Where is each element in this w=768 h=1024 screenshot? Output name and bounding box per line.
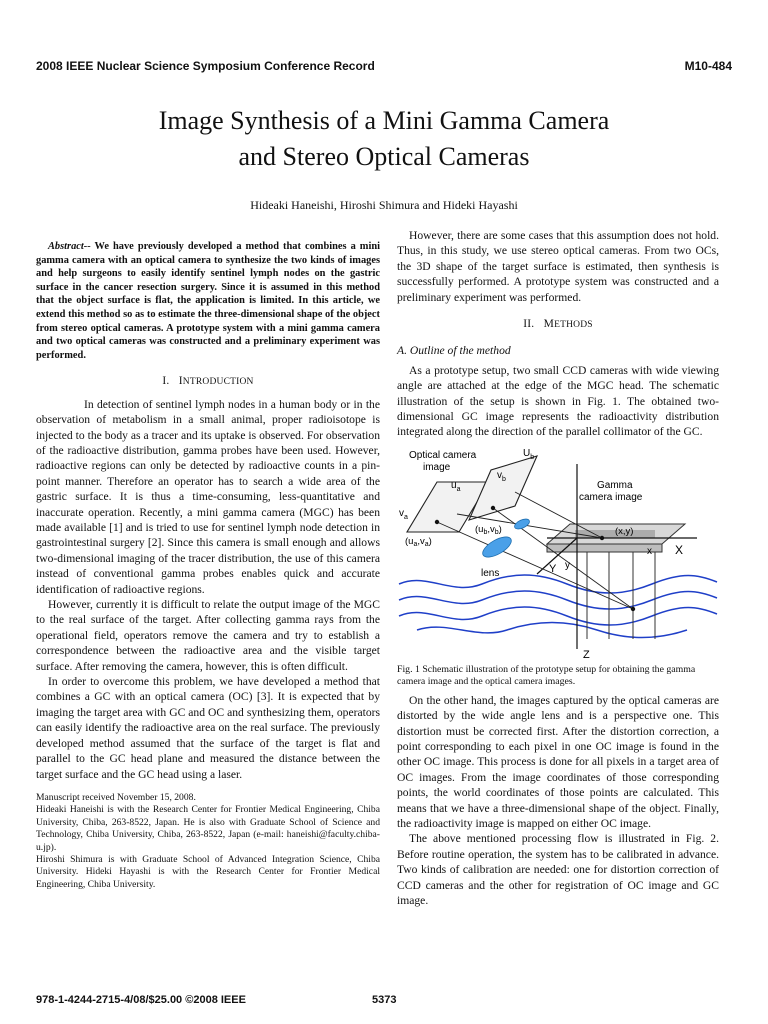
label-lens: lens <box>481 567 500 579</box>
intro-first: I <box>178 375 183 388</box>
methods-paragraph-3: The above mentioned processing flow is illustrated in Fig. 2. Before routine operation, the system has to be calibrated in advance. Two kinds of calibration are needed: one for distortion correction of CCD cameras and the other for registration of OC image and GC image. <box>397 832 719 907</box>
intro-heading <box>36 374 380 390</box>
label-gamma-2: camera image <box>579 491 643 503</box>
left-column <box>36 240 380 891</box>
label-ua: $u_a$ <box>451 479 461 493</box>
title-line-1: Image Synthesis of a Mini Gamma Camera <box>158 106 610 135</box>
label-optical-2: image <box>423 461 451 473</box>
footnote-haneishi: Hideaki Haneishi is with the Research Center for Frontier Medical Engineering, Chiba University, Chiba, 263-8522, Japan. He is also with Graduate School of Science and Technology, Chiba University, Chiba, 263-8522, Japan (e-mail: haneishi@faculty.chiba-u.jp). <box>36 804 380 853</box>
label-y-big: Y <box>549 562 557 575</box>
point-ua-va <box>435 520 439 524</box>
right-column <box>397 228 719 908</box>
label-ua-va: $(u_a,v_a)$ <box>405 535 432 548</box>
point-surface <box>631 607 635 611</box>
label-xy: (x,y) <box>615 525 634 537</box>
label-gamma-1: Gamma <box>597 479 633 491</box>
label-x-big: X <box>675 542 684 557</box>
intro-rest: NTRODUCTION <box>182 377 254 388</box>
conference-header: 2008 IEEE Nuclear Science Symposium Conference Record <box>36 59 375 73</box>
intro-num: I. <box>162 375 170 388</box>
intro-paragraph-2: However, currently it is difficult to relate the output image of the MGC to the real surface of the target. After collecting gamma rays from the operational field, operators remove the camera and try to establish a correspondence between the radioactive area and the visible target surface. After removing the camera, however, this is often difficult. <box>36 598 380 673</box>
methods-rest: ETHODS <box>554 320 593 331</box>
label-va: $v_a$ <box>399 507 408 521</box>
wave-lines <box>399 575 717 638</box>
figure-caption: Fig. 1 Schematic illustration of the prototype setup for obtaining the gamma camera image and the optical camera images. <box>397 663 696 688</box>
label-x-small: x <box>647 545 652 557</box>
label-y-small: y <box>565 559 570 571</box>
intro-paragraph-1: In detection of sentinel lymph nodes in a human body or in the observation of metabolism in a small animal, proper radioisotope is injected to the body as a tracer and its uptake is observed. For observation of the radioactive distribution, gamma probes have been used. However, radioactive regions can only be detected by radioactive counts in a pin-point manner. Therefore an operator has to search a wide area of the gastric surface. It is thus a time-consuming, less-quantitative and inaccurate operation. Recently, a mini gamma camera (MGC) has been made available [1] and is tried to use for sentinel lymph node detection in gastrointestinal surgery [2]. Since this camera is small enough and allows two-dimensional imaging of the tracer distribution, the use of this camera instead of conventional gamma probes enables quick and accurate identification of radioactive regions. <box>36 397 380 596</box>
methods-first: M <box>543 318 555 331</box>
right-paragraph-0: However, there are some cases that this assumption does not hold. Thus, in this study, we use stereo optical cameras. From two OCs, the 3D shape of the target surface is estimated, then synthesis is successfully performed. A prototype system was constructed and a preliminary experiment was performed. <box>397 229 719 304</box>
abstract-text: We have previously developed a method that combines a mini gamma camera with an optical camera to synthesize the two kinds of images and help surgeons to easily identify sentinel lymph nodes on the gastric surface in the cancer resection surgery. Since it is assumed in this method that the object surface is flat, the application is limited. In this article, we extend this method so as to estimate the three-dimensional shape of the object from stereo optical cameras. A prototype system with a mini gamma camera and two optical cameras was constructed and a preliminary experiment was performed. <box>36 241 380 361</box>
point-ub-vb <box>491 506 495 510</box>
footnote <box>36 792 380 891</box>
label-ub: $U_b$ <box>523 447 535 461</box>
abstract <box>36 240 380 362</box>
label-optical-1: Optical camera <box>409 449 477 461</box>
methods-paragraph-1: As a prototype setup, two small CCD cameras with wide viewing angle are attached at the edge of the MGC head. The schematic illustration of the setup is shown in Fig. 1. The obtained two-dimensional GC image represents the radioactivity distribution integrated along the direction of the parallel collimator of the GC. <box>397 363 719 439</box>
methods-heading <box>397 317 719 333</box>
title-line-2: and Stereo Optical Cameras <box>238 142 530 171</box>
setup-figure <box>397 444 719 662</box>
collimator-lines <box>587 552 655 639</box>
lens-ellipse <box>480 533 515 561</box>
copyright-footer: 978-1-4244-2715-4/08/$25.00 ©2008 IEEE <box>36 994 246 1006</box>
author-list: Hideaki Haneishi, Hiroshi Shimura and Hideki Hayashi <box>250 198 518 212</box>
paper-id: M10-484 <box>684 59 732 73</box>
point-xy <box>600 536 604 540</box>
label-z: Z <box>583 648 590 661</box>
outline-subheading: A. Outline of the method <box>397 344 511 358</box>
page-number: 5373 <box>372 994 397 1006</box>
footnote-shimura: Hiroshi Shimura is with Graduate School of Advanced Integration Science, Chiba University. Hideki Hayashi is with the Research Center for Frontier Medical Engineering, Chiba University. <box>36 853 380 890</box>
methods-paragraph-2: On the other hand, the images captured by the optical cameras are distorted by the wide angle lens and is a perspective one. This distortion must be corrected first. After the distortion correction, a point corresponding to each pixel in one OC image is found in the other OC image. This process is done for all pixels in a target area of OC images. From the image coordinates of those corresponding points, the world coordinates of those points are calculated. This means that we have a three-dimensional shape of the object. Finally, the radioactivity image is mapped on either OC image. <box>397 693 719 830</box>
intro-paragraph-3: In order to overcome this problem, we have developed a method that combines a GC with an optical camera (OC) [3]. It is expected that by imaging the target area with GC and OC and synthesizing them, operators can easily identify the radioactive area on the real surface. The previously developed method assumed that the surface of the target is flat and parallel to the GC head plane and measured the distance between the target surface and the GC head using a laser. <box>36 675 380 781</box>
abstract-label: Abstract-- <box>48 241 91 252</box>
label-vb: $v_b$ <box>497 469 506 483</box>
footnote-received: Manuscript received November 15, 2008. <box>36 791 196 803</box>
methods-num: II. <box>523 318 535 331</box>
label-ub-vb: $(u_b,v_b)$ <box>475 523 502 536</box>
paper-title <box>0 103 768 175</box>
